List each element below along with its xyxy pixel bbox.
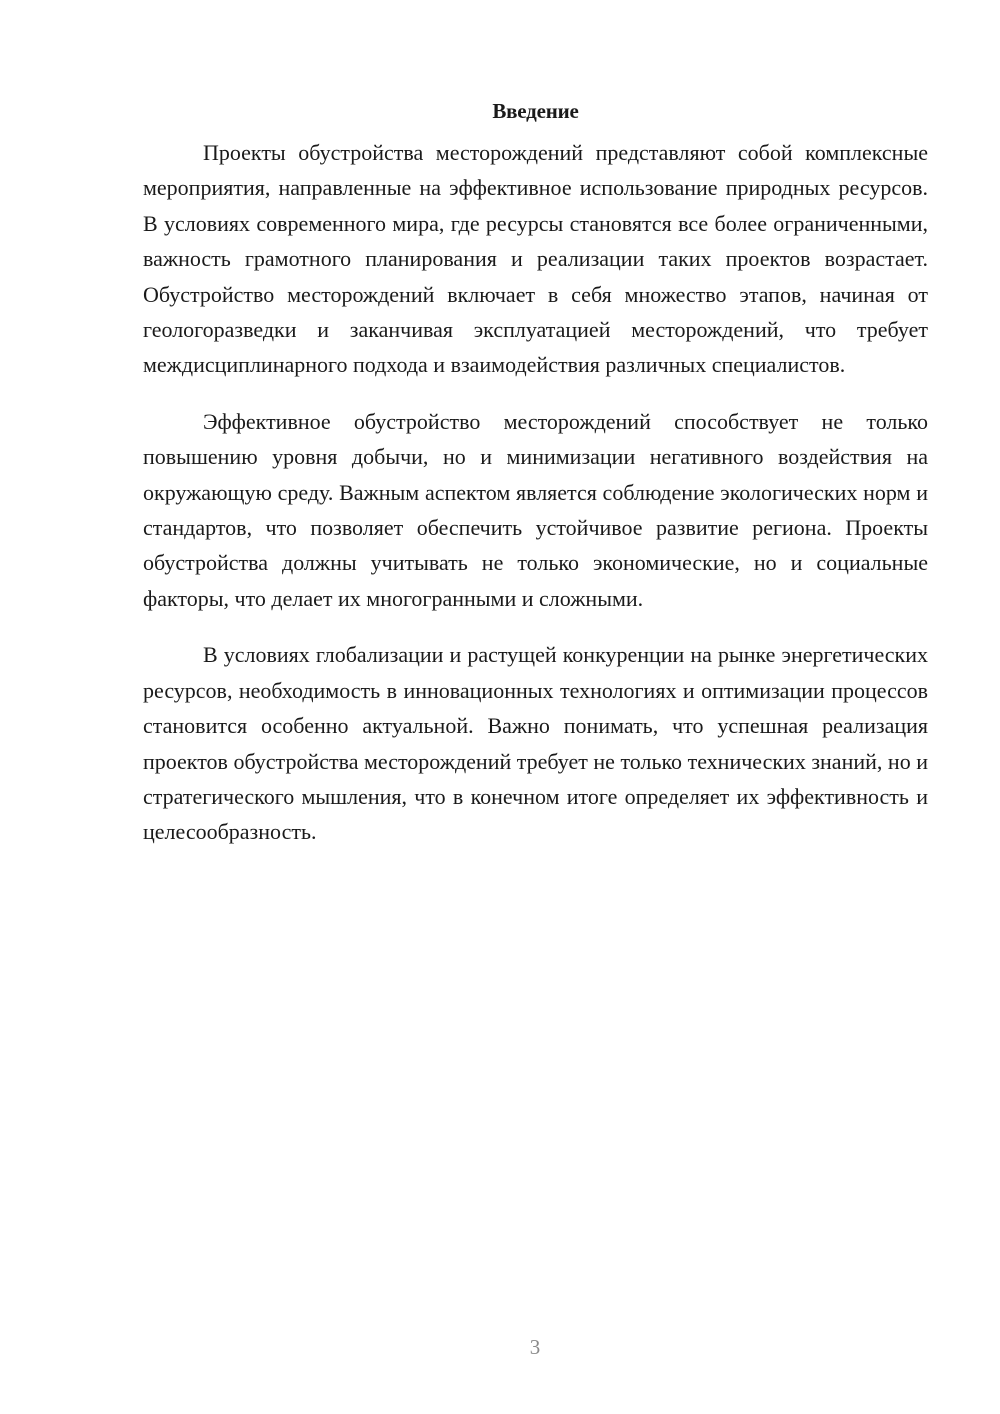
page-content: [143, 96, 928, 871]
section-title: Введение: [492, 99, 579, 123]
paragraph-3: В условиях глобализации и растущей конкуренции на рынке энергетических ресурсов, необходимость в инновационных технологиях и оптимизации процессов становится особенно актуальной. Важно понимать, что успешная реализация проектов обустройства месторождений требует не только технических знаний, но и стратегического мышления, что в конечном итоге определяет их эффективность и целесообразность.: [143, 642, 928, 845]
paragraph-1: Проекты обустройства месторождений представляют собой комплексные мероприятия, направленные на эффективное использование природных ресурсов. В условиях современного мира, где ресурсы становятся все более ограниченными, важность грамотного планирования и реализации таких проектов возрастает. Обустройство месторождений включает в себя множество этапов, начиная от геологоразведки и заканчивая эксплуатацией месторождений, что требует междисциплинарного подхода и взаимодействия различных специалистов.: [143, 140, 928, 378]
page-number: 3: [529, 1335, 541, 1359]
paragraph-2: Эффективное обустройство месторождений способствует не только повышению уровня добычи, но и минимизации негативного воздействия на окружающую среду. Важным аспектом является соблюдение экологических норм и стандартов, что позволяет обеспечить устойчивое развитие региона. Проекты обустройства должны учитывать не только экономические, но и социальные факторы, что делает их многогранными и сложными.: [143, 408, 928, 611]
